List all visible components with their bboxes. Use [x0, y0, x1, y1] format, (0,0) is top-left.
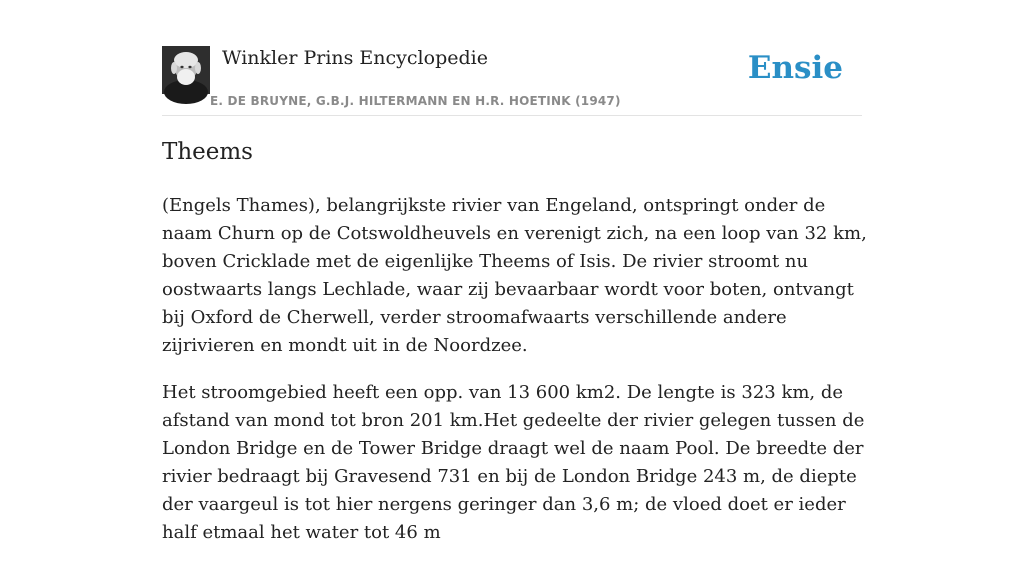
page-title: Theems [162, 139, 253, 165]
site-title[interactable]: Winkler Prins Encyclopedie [222, 47, 488, 69]
portrait-avatar-icon[interactable] [162, 46, 210, 94]
brand-logo[interactable]: Ensie [747, 50, 843, 86]
article-paragraph: Het stroomgebied heeft een opp. van 13 600 km2. De lengte is 323 km, de afstand van mond tot bron 201 km.Het gedeelte der rivier gelegen tussen de London Bridge en de Tower Bridge draagt wel de naam Pool. De breedte der rivier bedraagt bij Gravesend 731 en bij de London Bridge 243 m, de diepte der vaargeul is tot hier nergens geringer dan 3,6 m; de vloed doet er ieder half etmaal het water tot 46 m [162, 382, 865, 543]
article-body [162, 192, 867, 566]
article-paragraph: (Engels Thames), belangrijkste rivier van Engeland, ontspringt onder de naam Churn op de Cotswoldheuvels en verenigt zich, na een loop van 32 km, boven Cricklade met de eigenlijke Theems of Isis. De rivier stroomt nu oostwaarts langs Lechlade, waar zij bevaarbaar wordt voor boten, ontvangt bij Oxford de Cherwell, verder stroomafwaarts verschillende andere zijrivieren en mondt uit in de Noordzee. [162, 195, 867, 356]
authors-byline: E. DE BRUYNE, G.B.J. HILTERMANN EN H.R. HOETINK (1947) [210, 94, 621, 108]
site-header [162, 46, 862, 116]
